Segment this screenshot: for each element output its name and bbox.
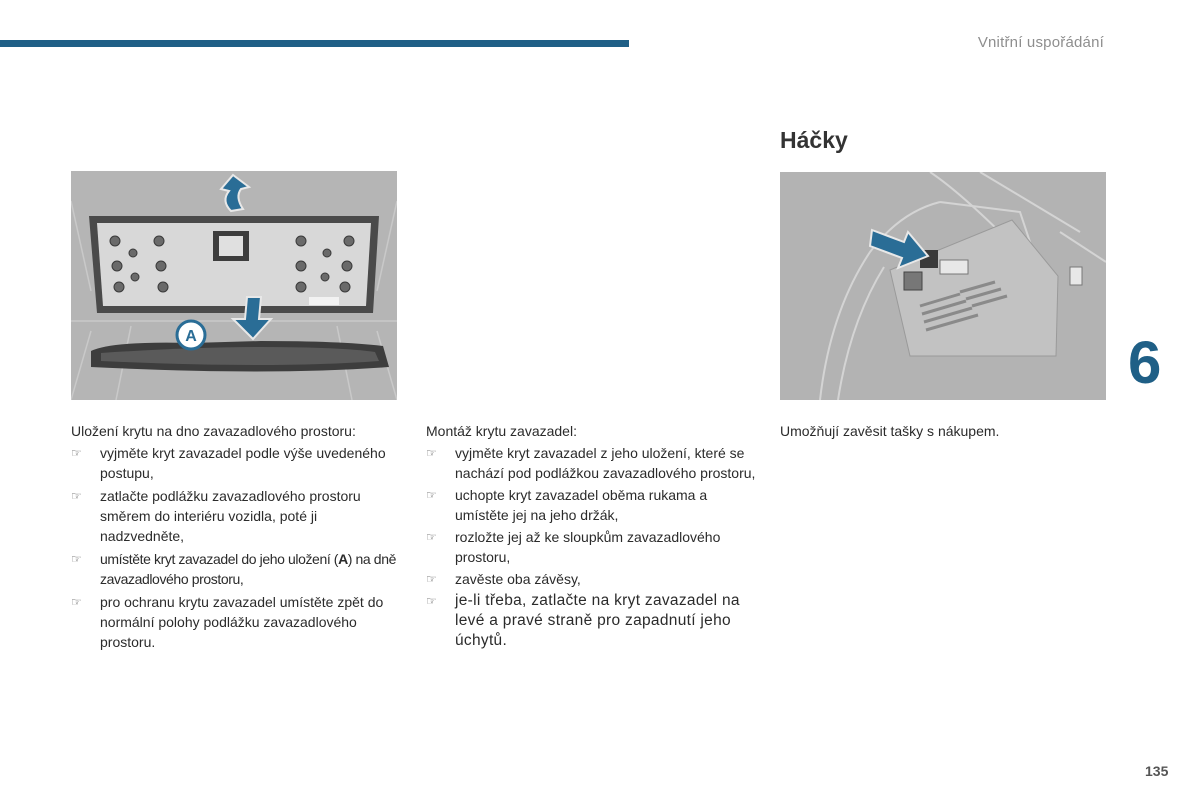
callout-label-a: A bbox=[185, 328, 197, 345]
list-item: ☞ rozložte jej až ke sloupkům zavazadlového prostoru, bbox=[426, 529, 721, 565]
column1-list bbox=[71, 443, 401, 652]
header-title: Vnitřní uspořádání bbox=[977, 34, 1104, 51]
pointing-hand-icon: ☞ bbox=[71, 552, 82, 566]
column3-intro: Umožňují zavěsit tašky s nákupem. bbox=[780, 423, 1000, 439]
column-hooks bbox=[780, 421, 1110, 443]
trunk-hooks-illustration bbox=[780, 172, 1106, 400]
pointing-hand-icon: ☞ bbox=[71, 595, 82, 609]
column1-intro: Uložení krytu na dno zavazadlového prostoru: bbox=[71, 423, 356, 439]
list-item: ☞ umístěte kryt zavazadel do jeho uložení (A) na dně zavazadlového prostoru, bbox=[71, 551, 396, 587]
pointing-hand-icon: ☞ bbox=[71, 446, 82, 460]
pointing-hand-icon: ☞ bbox=[426, 572, 437, 586]
column2-intro: Montáž krytu zavazadel: bbox=[426, 423, 577, 439]
callout-reference-a: A bbox=[338, 551, 348, 567]
column2-list bbox=[426, 443, 756, 651]
page-number: 135 bbox=[1145, 763, 1169, 779]
column-cover-installation bbox=[426, 421, 756, 653]
pointing-hand-icon: ☞ bbox=[426, 446, 437, 460]
section-heading: Háčky bbox=[780, 127, 848, 153]
pointing-hand-icon: ☞ bbox=[71, 489, 82, 503]
column-floor-storage bbox=[71, 421, 401, 655]
list-item: ☞ vyjměte kryt zavazadel z jeho uložení, které se nachází pod podlážkou zavazadlového prostoru, bbox=[426, 445, 756, 481]
header-accent-bar bbox=[0, 40, 629, 47]
pointing-hand-icon: ☞ bbox=[426, 530, 437, 544]
list-item: ☞ uchopte kryt zavazadel oběma rukama a umístěte jej na jeho držák, bbox=[426, 487, 708, 523]
list-item: ☞ je-li třeba, zatlačte na kryt zavazadel na levé a pravé straně pro zapadnutí jeho úchytů. bbox=[426, 592, 740, 649]
trunk-floor-illustration bbox=[71, 171, 397, 400]
list-item: ☞ zatlačte podlážku zavazadlového prostoru směrem do interiéru vozidla, poté ji nadzvedněte, bbox=[71, 488, 361, 544]
chapter-number: 6 bbox=[1128, 329, 1162, 396]
pointing-hand-icon: ☞ bbox=[426, 488, 437, 502]
list-item: ☞ zavěste oba závěsy, bbox=[426, 571, 581, 587]
pointing-hand-icon: ☞ bbox=[426, 594, 438, 608]
list-item: ☞ vyjměte kryt zavazadel podle výše uvedeného postupu, bbox=[71, 445, 386, 481]
list-item: ☞ pro ochranu krytu zavazadel umístěte zpět do normální polohy podlážku zavazadlového prostoru. bbox=[71, 594, 384, 650]
